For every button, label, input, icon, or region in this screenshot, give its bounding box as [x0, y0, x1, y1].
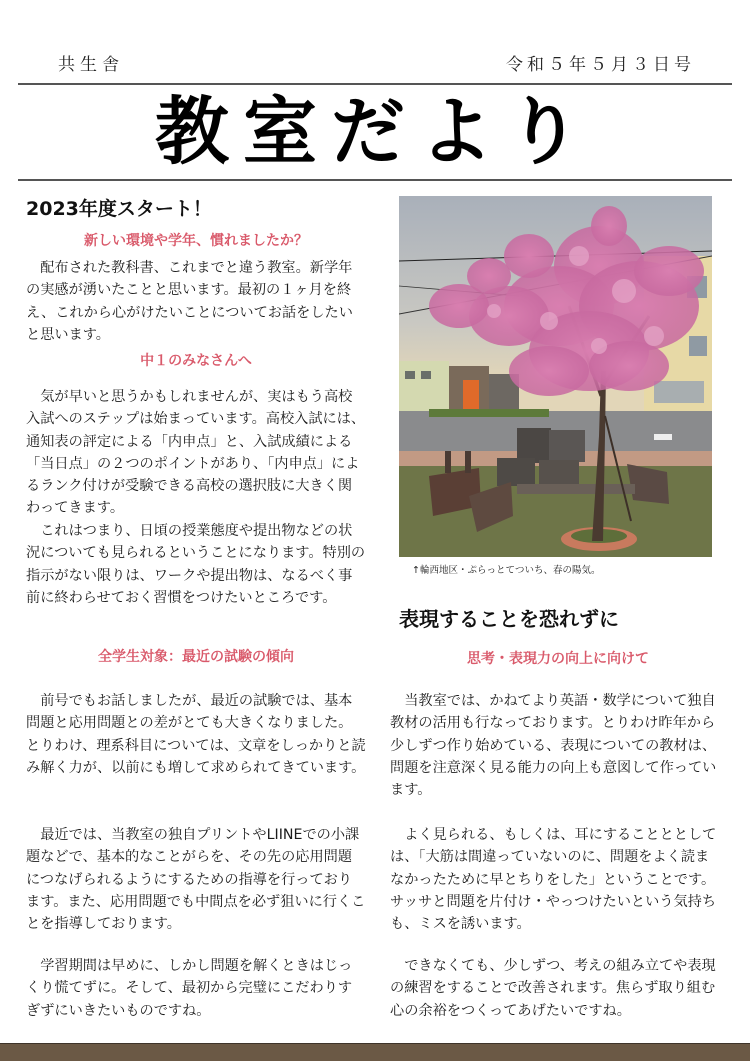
section-heading-expression: 表現することを恐れずに: [399, 607, 619, 631]
issue-date: 令和５年５月３日号: [506, 55, 695, 75]
paragraph-daily-attitude: これはつまり、日頃の授業態度や提出物などの状況についても見られるということになります。特別の指示がない限りは、ワークや提出物は、なるべく事前に終わらせておく習慣をつけたいところです。: [26, 523, 366, 606]
paragraph-practice: できなくても、少しずつ、考えの組み立てや表現の練習をすることで改善されます。焦らず取り組む心の余裕をつくってあげたいですね。: [390, 958, 716, 1019]
paragraph-common-mistakes: よく見られる、もしくは、耳にすることととしては、「大筋は間違っていないのに、問題をよく読まなかったために早とちりをした」ということです。サッサと問題を片付け・やっつけたいという気持ちも、ミスを誘います。: [390, 827, 717, 933]
footer-bar: [0, 1043, 750, 1061]
subheading-new-environment: 新しい環境や学年、慣れましたか？: [84, 233, 308, 249]
paragraph-entrance-exam: 気が早いと思うかもしれませんが、実はもう高校入試へのステップは始まっています。高校入試には、通知表の評定による「内申点」と、入試成績による「当日点」の２つのポイントがあり、「内申点」によるランク付けが受験できる高校の選択肢に大きく関わってきます。: [26, 389, 366, 517]
subheading-first-years: 中１のみなさんへ: [140, 353, 252, 369]
subheading-thinking-expression: 思考・表現力の向上に向けて: [467, 651, 649, 667]
paragraph-original-materials: 当教室では、かねてより英語・数学について独自教材の活用も行なっております。とりわけ昨年から少しずつ作り始めている、表現についての教材は、問題を注意深く見る能力の向上も意図して作っています。: [390, 693, 717, 799]
paragraph-intro: 配布された教科書、これまでと違う教室。新学年の実感が湧いたことと思います。最初の１ヶ月を終え、これから心がけたいことについてお話をしたいと思います。: [26, 260, 353, 343]
paragraph-original-prints: 最近では、当教室の独自プリントやLIINEでの小課題などで、基本的なことがらを、その先の応用問題につなげられるようにするための指導を行っております。また、応用問題でも中間点を必ず狙いに行くことを指導しております。: [26, 827, 366, 933]
organization-name: 共生舎: [58, 55, 124, 75]
section-heading-start: 2023年度スタート！: [26, 198, 212, 220]
photo-caption: ↑輪西地区・ぷらっとてついち、春の陽気。: [412, 565, 601, 576]
newsletter-title: 教室だより: [155, 89, 595, 175]
paragraph-exam-trends: 前号でもお話しましたが、最近の試験では、基本問題と応用問題との差がとても大きくなりました。とりわけ、理系科目については、文章をしっかりと読み解く力が、以前にも増して求められてきています。: [26, 693, 366, 776]
paragraph-study-period: 学習期間は早めに、しかし問題を解くときはじっくり慌てずに。そして、最初から完璧にこだわりすぎずにいきたいものですね。: [26, 958, 353, 1019]
header-rule-bottom: [18, 179, 732, 181]
header-rule-top: [18, 83, 732, 85]
subheading-exam-trends: 全学生対象：最近の試験の傾向: [98, 649, 294, 665]
cherry-blossom-photo: [399, 196, 712, 557]
photo-illustration: [399, 196, 712, 557]
